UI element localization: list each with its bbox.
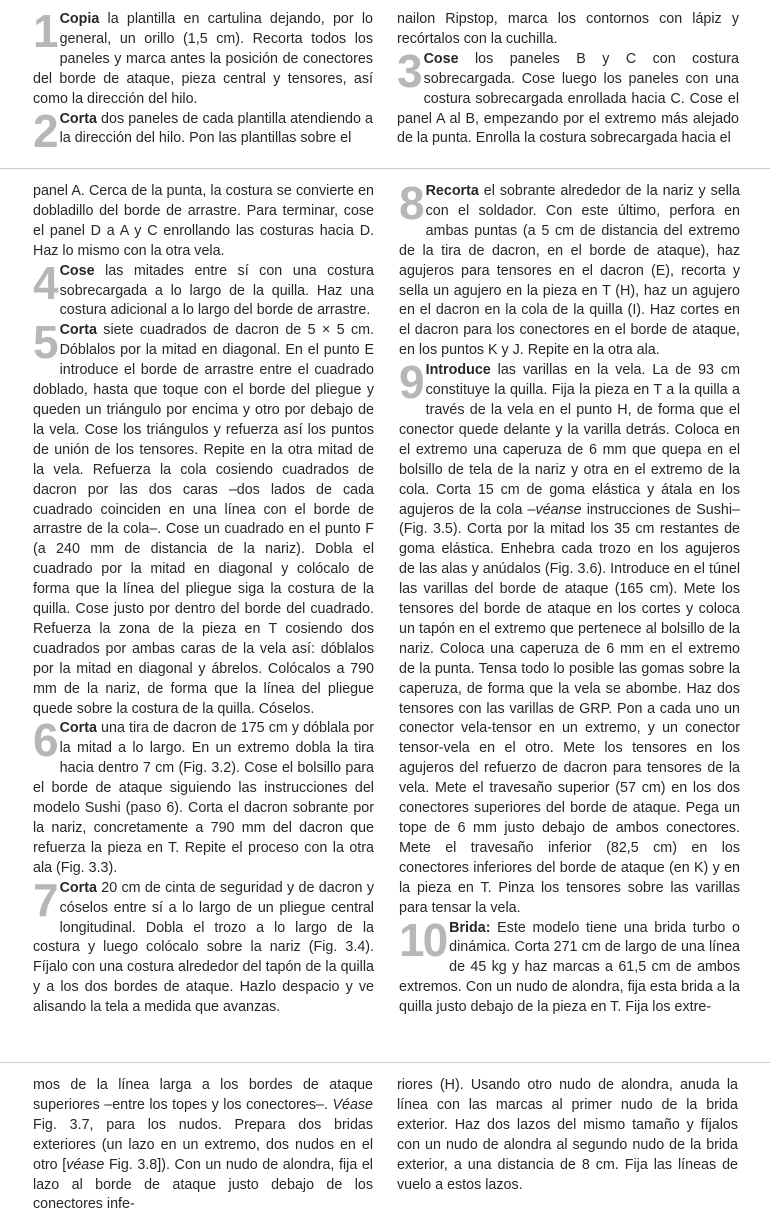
- step-number: 8: [399, 182, 423, 229]
- step-keyword: Introduce: [425, 362, 491, 379]
- column-right: [399, 182, 740, 1018]
- step-keyword: Corta: [59, 322, 97, 339]
- continued-text: panel A. Cerca de la punta, la costura se convierte en dobladillo del borde de arrastre. Para terminar, cose el panel D a A y C enrollando las costuras hacia D. Haz lo mismo con la otra vela.: [33, 183, 374, 259]
- section-divider: [0, 1062, 770, 1063]
- text-band-middle: [0, 174, 770, 1054]
- step-text: la plantilla en cartulina dejando, por lo general, un orillo (1,5 cm). Recorta todos los paneles y marca antes la posición de conectores del borde de ataque, pieza central y tensores, así como la dirección del hilo.: [33, 11, 373, 107]
- step-keyword: Corta: [59, 879, 97, 896]
- step-number: 3: [397, 44, 421, 97]
- continued-text: [33, 1076, 373, 1212]
- step-4: [33, 256, 374, 322]
- step-text: las varillas en la vela. La de 93 cm constituye la quilla. Fija la pieza en T a la quilla a través de la vela en el punto H, de forma que el conector quede delante y la varilla detrás. Coloca en el extremo una caperuza de 6 mm que quepa en el bolsillo de tela de la nariz y otra en el extremo de la cola. Corta 15 cm de goma elástica y átala en los agujeros de la cola: [399, 362, 740, 518]
- step-10: [399, 913, 740, 1019]
- step-text: los paneles B y C con costura sobrecargada. Cose luego los paneles con una costura sobrecargada enrollada hacia C. Cose el panel A al B, empezando por el extremo más alejado de la punta. Enrolla la costura sobrecargada hacia el: [397, 50, 739, 147]
- step-keyword: Cose: [59, 262, 95, 279]
- column-left: [33, 10, 373, 150]
- step-number: 6: [33, 714, 57, 767]
- cross-reference: Véase: [332, 1096, 373, 1113]
- step-8: [399, 182, 740, 361]
- step-keyword: Corta: [59, 110, 97, 127]
- cross-reference: –véanse: [527, 501, 582, 518]
- text-run: Fig. 3.8]). Con un nudo de alondra, fija el lazo al borde de ataque justo debajo de los conectores infe-: [33, 1156, 373, 1212]
- step-7: [33, 873, 374, 1018]
- step-keyword: Copia: [59, 11, 100, 27]
- text-run: mos de la línea larga a los bordes de ataque superiores –entre los topes y los conectores–.: [33, 1077, 373, 1113]
- step-number: 10: [399, 913, 447, 966]
- text-run: Fig. 3.7, para los nudos. Prepara dos bridas exteriores (un lazo en un extremo, dos nudos en el otro [: [33, 1116, 373, 1173]
- step-text: instrucciones de Sushi– (Fig. 3.5). Corta por la mitad los 35 cm restantes de goma elástica. Enhebra cada trozo en los agujeros de las alas y anúdalos (Fig. 3.6). Introduce en el túnel las varillas del borde de ataque (165 cm). Mete los tensores del borde de ataque en los cortes y coloca un tapón en el extremo que pertenece al bolsillo de la nariz. Coloca una caperuza de 6 mm en el extremo de la punta. Tensa todo lo posible las gomas sobre la caperuza, de forma que la vela se abombe. Haz dos tensores con las varillas de GRP. Pon a cada uno un conector vela-tensor en un extremo, y un conector tensor-vela en el otro. Mete los tensores en los agujeros del refuerzo de dacron para tensores de la vela. Mete el travesaño superior (57 cm) en los dos conectores superiores del borde de ataque. Pega un tope de 6 mm justo debajo de ambos conectores. Mete el travesaño inferior (82,5 cm) en los conectores inferiores del borde de ataque (en K) y en la pieza en T. Pinza los tensores sobre las varillas para tensar la vela.: [399, 501, 740, 916]
- step-number: 9: [399, 356, 423, 409]
- step-text: siete cuadrados de dacron de 5 × 5 cm. Dóblalos por la mitad en diagonal. En el punto E introduce el borde de arrastre entre el cuadrado doblado, hasta que toque con el borde del pliegue y queden un triángulo por encima y otro por debajo de la vela. Cose los triángulos y refuerza así los puntos de unión de los tensores. Repite en la otra mitad de la vela. Refuerza la cola cosiendo cuadrados de dacron por las dos caras –dos lados de cada cuadrado coinciden en una línea con el borde de arrastre de la cola–. Cose un cuadrado en el punto F (a 240 mm de distancia de la nariz). Dobla el cuadrado por la mitad en diagonal y colócalo de forma que la línea del pliegue siga la costura de la quilla. Cose justo por dentro del borde del cuadrado. Refuerza la zona de la pieza en T cosiendo dos cuadrados por ambas caras de la vela así: dóblalos por la mitad en diagonal y ábrelos. Colócalos a 790 mm de la nariz, de forma que la línea del pliegue quede sobre la costura de la quilla. Cóselos.: [33, 322, 374, 717]
- step-text: las mitades entre sí con una costura sobrecargada a lo largo de la quilla. Haz una costura adicional a lo largo del borde de arrastre.: [59, 262, 374, 319]
- step-number: 5: [33, 316, 57, 369]
- step-number: 1: [33, 10, 57, 57]
- column-right: [397, 10, 739, 149]
- step-keyword: Brida:: [449, 919, 491, 936]
- text-band-bottom: [0, 1068, 770, 1212]
- step-text: 20 cm de cinta de seguridad y de dacron y cóselos entre sí a lo largo de un pliegue central longitudinal. Dobla el trozo a lo largo de la costura y luego colócalo sobre la nariz (Fig. 3.4). Fíjalo con una costura alrededor del tapón de la quilla y a los dos bordes de ataque. Hazlo despacio y ve alisando la tela a medida que avanzas.: [33, 879, 374, 1016]
- cross-reference: véase: [66, 1156, 105, 1173]
- step-text: dos paneles de cada plantilla atendiendo a la dirección del hilo. Pon las plantillas sobre el: [59, 110, 373, 147]
- step-keyword: Corta: [59, 720, 97, 737]
- step-keyword: Cose: [423, 50, 459, 67]
- continued-text: nailon Ripstop, marca los contornos con lápiz y recórtalos con la cuchilla.: [397, 11, 739, 47]
- step-6: [33, 714, 374, 878]
- step-text: el sobrante alrededor de la nariz y sella con el soldador. Con este último, perfora en ambas puntas (a 5 cm de distancia del extremo de la tira de dacron, en el borde de ataque), haz agujeros para tensores en el dacron (E), recorta y sella un agujero en la pieza en T (H), haz un agujero en el dacron en la cola de la quilla (I). Haz cortes en el dacron para los conectores en el borde de ataque, en los puntos K y J. Repite en la otra ala.: [399, 183, 740, 359]
- text-band-top: [0, 0, 770, 163]
- step-keyword: Recorta: [425, 183, 479, 199]
- step-text: Este modelo tiene una brida turbo o dinámica. Corta 271 cm de largo de una línea de 45 kg y haz marcas a 61,5 cm de ambos extremos. Con un nudo de alondra, fija esta brida a la quilla justo debajo de la pieza en T. Fija los extre-: [399, 919, 740, 1016]
- step-2: [33, 104, 373, 150]
- column-left: [33, 182, 374, 1018]
- continued-text: riores (H). Usando otro nudo de alondra, anuda la línea con las marcas al primer nudo de la brida exterior. Haz dos lazos del mismo tamaño y fíjalos con un nudo de alondra al segundo nudo de la brida exterior, a una distancia de 8 cm. Fija las líneas de vuelo a estos lazos.: [397, 1077, 738, 1193]
- step-3: [397, 44, 739, 150]
- step-number: 4: [33, 256, 57, 309]
- step-1: [33, 10, 373, 110]
- step-text: una tira de dacron de 175 cm y dóblala por la mitad a lo largo. En un extremo dobla la tira hacia dentro 7 cm (Fig. 3.2). Cose el bolsillo para el borde de ataque siguiendo las instrucciones del modelo Sushi (paso 6). Corta el dacron sobrante por la nariz, concretamente a 790 mm del dacron que refuerza la pieza en T. Repite el proceso con la otra ala (Fig. 3.3).: [33, 720, 374, 876]
- section-divider: [0, 168, 770, 169]
- column-right: [397, 1076, 738, 1195]
- step-9: [399, 356, 740, 918]
- column-left: [33, 1076, 373, 1212]
- step-5: [33, 316, 374, 719]
- step-number: 2: [33, 104, 57, 150]
- step-number: 7: [33, 873, 57, 926]
